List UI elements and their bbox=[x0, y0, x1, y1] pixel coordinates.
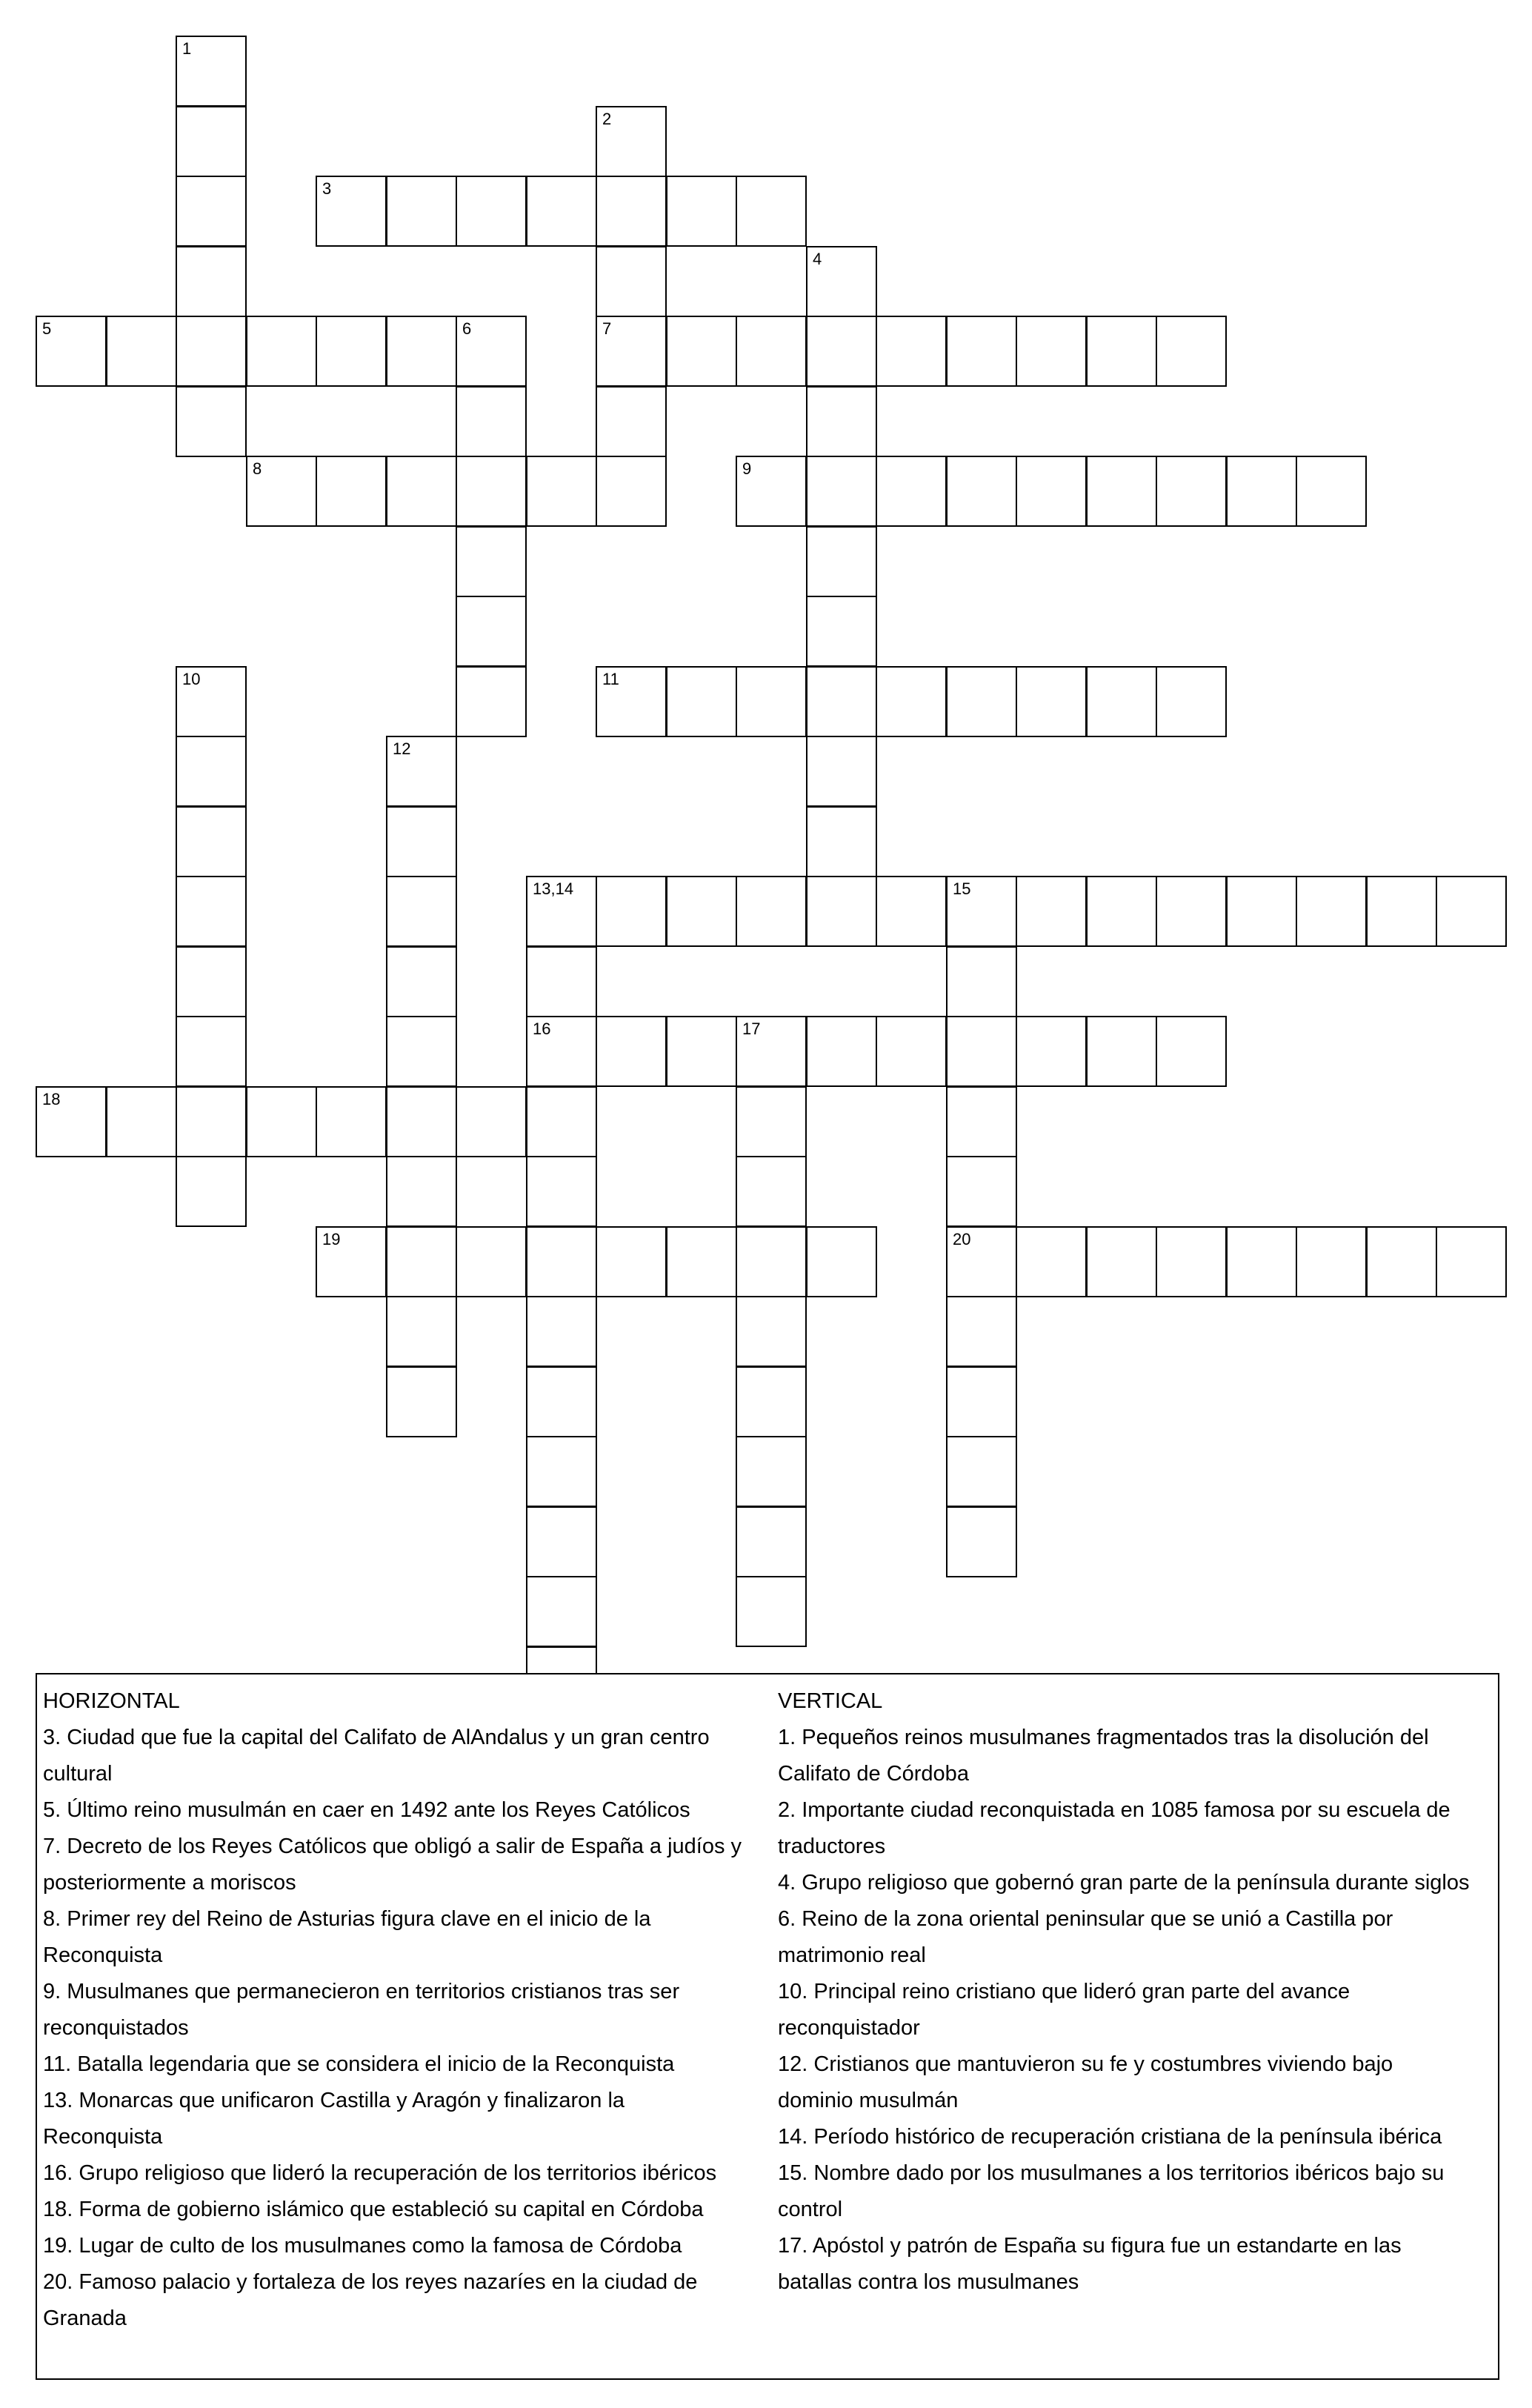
clue-number: 6 bbox=[462, 319, 472, 338]
down-clue-line: control bbox=[778, 2198, 843, 2221]
grid-cell[interactable] bbox=[596, 876, 667, 947]
grid-cell[interactable] bbox=[806, 386, 877, 457]
clue-number: 9 bbox=[742, 459, 752, 478]
across-clue-line: 19. Lugar de culto de los musulmanes como la famosa de Córdoba bbox=[43, 2234, 682, 2258]
grid-cell[interactable] bbox=[666, 666, 737, 737]
down-clue-line: 17. Apóstol y patrón de España su figura fue un estandarte en las bbox=[778, 2234, 1402, 2258]
down-clue-line: dominio musulmán bbox=[778, 2089, 959, 2112]
grid-cell[interactable] bbox=[876, 876, 947, 947]
clue-number: 3 bbox=[322, 179, 332, 198]
across-clue-line: 13. Monarcas que unificaron Castilla y Aragón y finalizaron la bbox=[43, 2089, 625, 2112]
grid-cell[interactable] bbox=[456, 456, 527, 527]
grid-cell[interactable] bbox=[946, 456, 1017, 527]
grid-cell[interactable] bbox=[736, 1366, 807, 1437]
grid-cell[interactable] bbox=[1016, 1226, 1087, 1297]
grid-cell[interactable] bbox=[946, 1086, 1017, 1157]
down-clue-line: traductores bbox=[778, 1835, 886, 1858]
grid-cell[interactable] bbox=[176, 946, 247, 1017]
grid-cell[interactable] bbox=[386, 806, 457, 877]
grid-cell[interactable] bbox=[736, 1436, 807, 1507]
grid-cell[interactable] bbox=[1086, 1226, 1157, 1297]
grid-cell[interactable] bbox=[386, 1226, 457, 1297]
grid-cell[interactable] bbox=[736, 1296, 807, 1367]
grid-cell[interactable] bbox=[526, 1086, 597, 1157]
grid-cell[interactable] bbox=[456, 526, 527, 597]
grid-cell[interactable] bbox=[946, 946, 1017, 1017]
grid-cell[interactable] bbox=[386, 1086, 457, 1157]
grid-cell[interactable] bbox=[596, 386, 667, 457]
grid-cell[interactable] bbox=[176, 876, 247, 947]
grid-cell[interactable] bbox=[176, 176, 247, 247]
across-clue-line: 11. Batalla legendaria que se considera el inicio de la Reconquista bbox=[43, 2052, 675, 2076]
grid-cell[interactable] bbox=[736, 316, 807, 387]
grid-cell[interactable] bbox=[596, 456, 667, 527]
across-clue-line: 3. Ciudad que fue la capital del Califato de AlAndalus y un gran centro bbox=[43, 1726, 710, 1749]
grid-cell[interactable] bbox=[526, 1436, 597, 1507]
grid-cell[interactable] bbox=[386, 1366, 457, 1437]
grid-cell[interactable] bbox=[386, 176, 457, 247]
grid-cell[interactable] bbox=[176, 666, 247, 737]
grid-cell[interactable] bbox=[1156, 1226, 1227, 1297]
grid-cell[interactable] bbox=[946, 1436, 1017, 1507]
down-clue-list bbox=[778, 1720, 1489, 2301]
grid-cell[interactable] bbox=[36, 1086, 107, 1157]
clue-number: 13,14 bbox=[533, 879, 574, 898]
grid-cell[interactable] bbox=[1366, 876, 1437, 947]
grid-cell[interactable] bbox=[736, 1156, 807, 1227]
grid-cell[interactable] bbox=[876, 316, 947, 387]
across-clue-list bbox=[43, 1720, 767, 2337]
grid-cell[interactable] bbox=[1086, 1016, 1157, 1087]
across-clue-line: Reconquista bbox=[43, 2125, 163, 2149]
clue-number: 2 bbox=[602, 110, 612, 128]
grid-cell[interactable] bbox=[1156, 666, 1227, 737]
grid-cell[interactable] bbox=[176, 106, 247, 177]
grid-cell[interactable] bbox=[246, 456, 317, 527]
grid-cell[interactable] bbox=[1436, 876, 1507, 947]
across-clue-line: reconquistados bbox=[43, 2016, 189, 2040]
grid-cell[interactable] bbox=[596, 316, 667, 387]
grid-cell[interactable] bbox=[666, 316, 737, 387]
down-clue-line: 10. Principal reino cristiano que lideró gran parte del avance bbox=[778, 1980, 1351, 2003]
grid-cell[interactable] bbox=[456, 596, 527, 667]
grid-cell[interactable] bbox=[526, 456, 597, 527]
across-clue-line: 20. Famoso palacio y fortaleza de los reyes nazaríes en la ciudad de bbox=[43, 2270, 698, 2294]
grid-cell[interactable] bbox=[736, 876, 807, 947]
grid-cell[interactable] bbox=[386, 1016, 457, 1087]
grid-cell[interactable] bbox=[1016, 666, 1087, 737]
grid-cell[interactable] bbox=[386, 456, 457, 527]
grid-cell[interactable] bbox=[1156, 876, 1227, 947]
grid-cell[interactable] bbox=[806, 596, 877, 667]
grid-cell[interactable] bbox=[736, 1576, 807, 1647]
clues-box bbox=[36, 1673, 1499, 2380]
grid-cell[interactable] bbox=[666, 1226, 737, 1297]
grid-cell[interactable] bbox=[386, 876, 457, 947]
grid-cell[interactable] bbox=[736, 176, 807, 247]
grid-cell[interactable] bbox=[1086, 456, 1157, 527]
down-clue-line: 15. Nombre dado por los musulmanes a los territorios ibéricos bajo su bbox=[778, 2161, 1445, 2185]
grid-cell[interactable] bbox=[946, 1506, 1017, 1577]
grid-cell[interactable] bbox=[176, 1156, 247, 1227]
grid-cell[interactable] bbox=[246, 316, 317, 387]
grid-cell[interactable] bbox=[176, 246, 247, 317]
clue-number: 10 bbox=[182, 670, 201, 688]
grid-cell[interactable] bbox=[456, 1086, 527, 1157]
grid-cell[interactable] bbox=[806, 246, 877, 317]
down-clue-line: 4. Grupo religioso que gobernó gran parte de la península durante siglos bbox=[778, 1871, 1470, 1895]
grid-cell[interactable] bbox=[1296, 1226, 1367, 1297]
grid-cell[interactable] bbox=[526, 1156, 597, 1227]
grid-cell[interactable] bbox=[1156, 456, 1227, 527]
grid-cell[interactable] bbox=[316, 316, 387, 387]
grid-cell[interactable] bbox=[316, 176, 387, 247]
grid-cell[interactable] bbox=[106, 316, 177, 387]
grid-cell[interactable] bbox=[246, 1086, 317, 1157]
grid-cell[interactable] bbox=[176, 1016, 247, 1087]
grid-cell[interactable] bbox=[946, 876, 1017, 947]
down-clue-line: 14. Período histórico de recuperación cristiana de la península ibérica bbox=[778, 2125, 1442, 2149]
grid-cell[interactable] bbox=[596, 106, 667, 177]
down-clue-line: Califato de Córdoba bbox=[778, 1762, 969, 1786]
clue-number: 1 bbox=[182, 39, 192, 58]
grid-cell[interactable] bbox=[1086, 316, 1157, 387]
grid-cell[interactable] bbox=[176, 386, 247, 457]
grid-cell[interactable] bbox=[1366, 1226, 1437, 1297]
grid-cell[interactable] bbox=[316, 456, 387, 527]
grid-cell[interactable] bbox=[736, 1506, 807, 1577]
grid-cell[interactable] bbox=[526, 876, 597, 947]
grid-cell[interactable] bbox=[946, 1366, 1017, 1437]
across-clue-line: Granada bbox=[43, 2306, 127, 2330]
grid-cell[interactable] bbox=[176, 316, 247, 387]
across-clue-line: 16. Grupo religioso que lideró la recuperación de los territorios ibéricos bbox=[43, 2161, 717, 2185]
clue-number: 20 bbox=[953, 1230, 971, 1248]
grid-cell[interactable] bbox=[876, 666, 947, 737]
down-clue-line: 12. Cristianos que mantuvieron su fe y costumbres viviendo bajo bbox=[778, 2052, 1393, 2076]
grid-cell[interactable] bbox=[736, 666, 807, 737]
grid-cell[interactable] bbox=[806, 736, 877, 807]
grid-cell[interactable] bbox=[386, 736, 457, 807]
grid-cell[interactable] bbox=[806, 456, 877, 527]
grid-cell[interactable] bbox=[1296, 876, 1367, 947]
across-clue-line: 9. Musulmanes que permanecieron en territorios cristianos tras ser bbox=[43, 1980, 680, 2003]
grid-cell[interactable] bbox=[386, 1296, 457, 1367]
grid-cell[interactable] bbox=[596, 176, 667, 247]
grid-cell[interactable] bbox=[1016, 456, 1087, 527]
grid-cell[interactable] bbox=[526, 176, 597, 247]
grid-cell[interactable] bbox=[946, 1296, 1017, 1367]
grid-cell[interactable] bbox=[946, 666, 1017, 737]
grid-cell[interactable] bbox=[316, 1086, 387, 1157]
grid-cell[interactable] bbox=[736, 456, 807, 527]
grid-cell[interactable] bbox=[1086, 876, 1157, 947]
grid-cell[interactable] bbox=[806, 526, 877, 597]
grid-cell[interactable] bbox=[526, 946, 597, 1017]
grid-cell[interactable] bbox=[106, 1086, 177, 1157]
down-clue-line: 6. Reino de la zona oriental peninsular que se unió a Castilla por bbox=[778, 1907, 1393, 1931]
grid-cell[interactable] bbox=[526, 1576, 597, 1647]
clue-number: 5 bbox=[42, 319, 52, 338]
grid-cell[interactable] bbox=[526, 1016, 597, 1087]
down-clue-line: 1. Pequeños reinos musulmanes fragmentados tras la disolución del bbox=[778, 1726, 1429, 1749]
grid-cell[interactable] bbox=[876, 456, 947, 527]
grid-cell[interactable] bbox=[1156, 316, 1227, 387]
grid-cell[interactable] bbox=[1436, 1226, 1507, 1297]
grid-cell[interactable] bbox=[176, 736, 247, 807]
down-clue-line: batallas contra los musulmanes bbox=[778, 2270, 1079, 2294]
grid-cell[interactable] bbox=[386, 316, 457, 387]
grid-cell[interactable] bbox=[876, 1016, 947, 1087]
grid-cell[interactable] bbox=[456, 666, 527, 737]
across-clue-line: cultural bbox=[43, 1762, 113, 1786]
grid-cell[interactable] bbox=[526, 1506, 597, 1577]
grid-cell[interactable] bbox=[1086, 666, 1157, 737]
grid-cell[interactable] bbox=[806, 1226, 877, 1297]
grid-cell[interactable] bbox=[316, 1226, 387, 1297]
grid-cell[interactable] bbox=[1016, 1016, 1087, 1087]
grid-cell[interactable] bbox=[736, 1226, 807, 1297]
grid-cell[interactable] bbox=[1296, 456, 1367, 527]
across-clue-line: Reconquista bbox=[43, 1943, 163, 1967]
grid-cell[interactable] bbox=[666, 876, 737, 947]
grid-cell[interactable] bbox=[456, 176, 527, 247]
clue-number: 15 bbox=[953, 879, 971, 898]
grid-cell[interactable] bbox=[456, 1226, 527, 1297]
down-clue-line: reconquistador bbox=[778, 2016, 920, 2040]
down-heading: VERTICAL bbox=[778, 1689, 883, 1713]
grid-cell[interactable] bbox=[666, 1016, 737, 1087]
grid-cell[interactable] bbox=[806, 876, 877, 947]
grid-cell[interactable] bbox=[456, 316, 527, 387]
clue-number: 12 bbox=[393, 739, 411, 758]
grid-cell[interactable] bbox=[596, 246, 667, 317]
across-clue-line: 18. Forma de gobierno islámico que estableció su capital en Córdoba bbox=[43, 2198, 704, 2221]
across-clue-line: 7. Decreto de los Reyes Católicos que obligó a salir de España a judíos y bbox=[43, 1835, 742, 1858]
grid-cell[interactable] bbox=[526, 1296, 597, 1367]
across-heading: HORIZONTAL bbox=[43, 1689, 180, 1713]
down-clue-line: 2. Importante ciudad reconquistada en 1085 famosa por su escuela de bbox=[778, 1798, 1451, 1822]
grid-cell[interactable] bbox=[176, 36, 247, 107]
clue-number: 17 bbox=[742, 1020, 761, 1038]
grid-cell[interactable] bbox=[946, 1156, 1017, 1227]
grid-cell[interactable] bbox=[1226, 1226, 1297, 1297]
grid-cell[interactable] bbox=[806, 1016, 877, 1087]
clue-number: 7 bbox=[602, 319, 612, 338]
down-clue-line: matrimonio real bbox=[778, 1943, 926, 1967]
across-clues bbox=[43, 1683, 767, 2337]
grid-cell[interactable] bbox=[176, 806, 247, 877]
clue-number: 4 bbox=[813, 250, 822, 268]
grid-cell[interactable] bbox=[806, 666, 877, 737]
clue-number: 8 bbox=[253, 459, 262, 478]
grid-cell[interactable] bbox=[386, 1156, 457, 1227]
grid-cell[interactable] bbox=[456, 386, 527, 457]
grid-cell[interactable] bbox=[1226, 456, 1297, 527]
grid-cell[interactable] bbox=[946, 316, 1017, 387]
grid-cell[interactable] bbox=[666, 176, 737, 247]
grid-cell[interactable] bbox=[526, 1226, 597, 1297]
clue-number: 18 bbox=[42, 1090, 61, 1108]
grid-cell[interactable] bbox=[176, 1086, 247, 1157]
grid-cell[interactable] bbox=[526, 1366, 597, 1437]
grid-cell[interactable] bbox=[1226, 876, 1297, 947]
clue-number: 16 bbox=[533, 1020, 551, 1038]
grid-cell[interactable] bbox=[1016, 876, 1087, 947]
across-clue-line: posteriormente a moriscos bbox=[43, 1871, 296, 1895]
across-clue-line: 8. Primer rey del Reino de Asturias figura clave en el inicio de la bbox=[43, 1907, 651, 1931]
grid-cell[interactable] bbox=[736, 1016, 807, 1087]
grid-cell[interactable] bbox=[386, 946, 457, 1017]
clue-number: 19 bbox=[322, 1230, 341, 1248]
grid-cell[interactable] bbox=[736, 1086, 807, 1157]
grid-cell[interactable] bbox=[596, 666, 667, 737]
clue-number: 11 bbox=[602, 670, 619, 688]
across-clue-line: 5. Último reino musulmán en caer en 1492 ante los Reyes Católicos bbox=[43, 1798, 690, 1822]
grid-cell[interactable] bbox=[36, 316, 107, 387]
grid-cell[interactable] bbox=[946, 1226, 1017, 1297]
grid-cell[interactable] bbox=[1016, 316, 1087, 387]
grid-cell[interactable] bbox=[806, 806, 877, 877]
grid-cell[interactable] bbox=[946, 1016, 1017, 1087]
grid-cell[interactable] bbox=[1156, 1016, 1227, 1087]
grid-cell[interactable] bbox=[596, 1226, 667, 1297]
grid-cell[interactable] bbox=[806, 316, 877, 387]
down-clues bbox=[778, 1683, 1489, 2301]
grid-cell[interactable] bbox=[596, 1016, 667, 1087]
